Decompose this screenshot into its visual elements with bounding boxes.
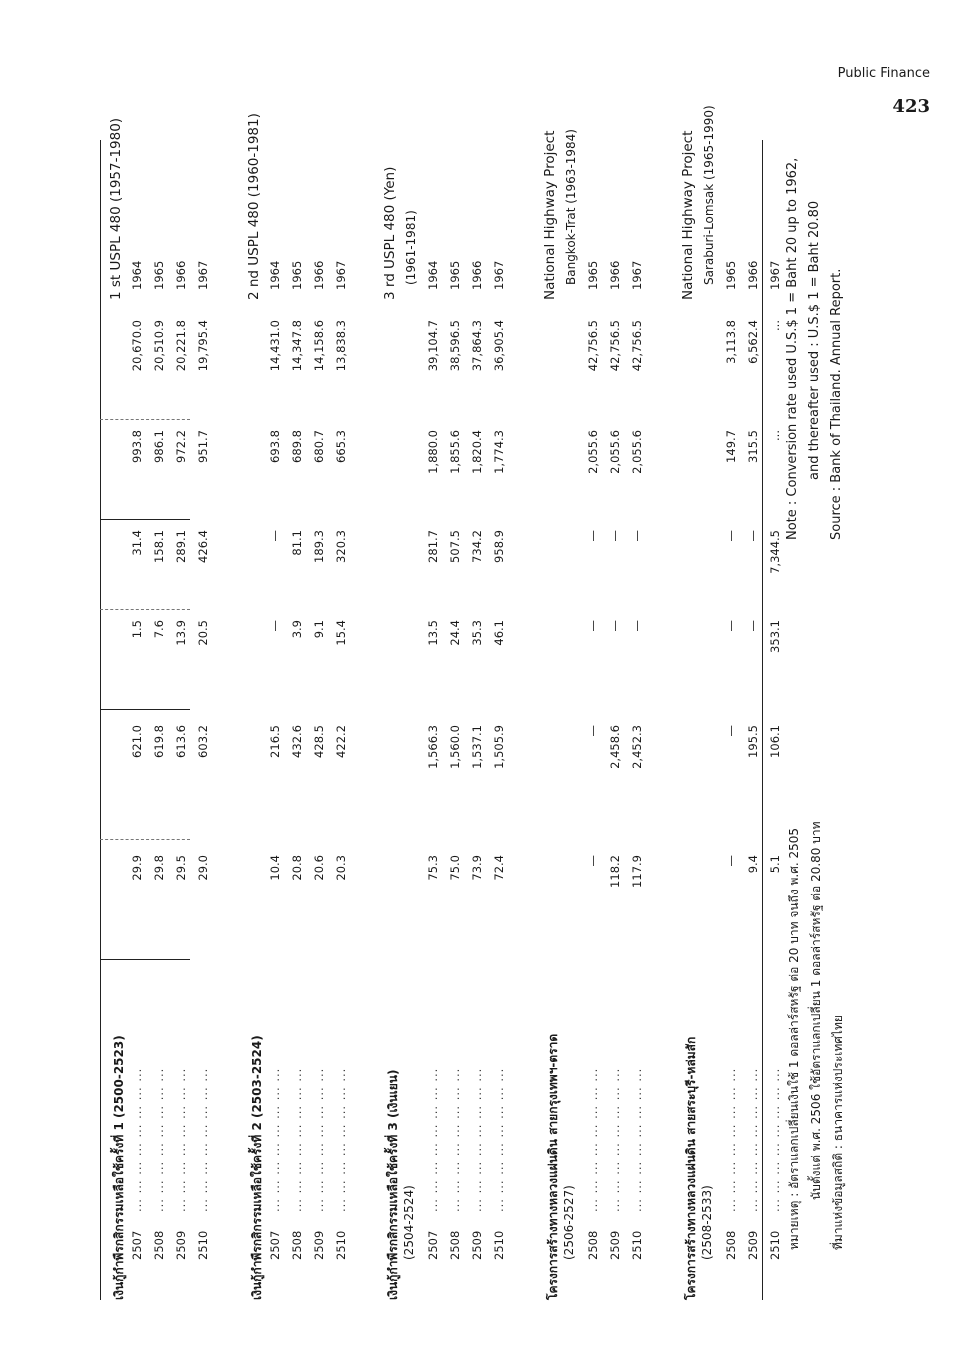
row-year-be: 2508 [290,1230,304,1260]
table-cell: 216.5 [268,725,282,758]
row-year-be: 2507 [130,1230,144,1260]
table-cell: 320.3 [334,530,348,563]
row-year-be: 2508 [448,1230,462,1260]
table-cell: 621.0 [130,725,144,758]
table-cell: 75.0 [448,855,462,881]
table-cell: 117.9 [630,855,644,888]
table-cell: 1,855.6 [448,430,462,474]
table-cell: 9.4 [746,855,760,874]
group-english-title: 3 rd USPL 480 (Yen) [382,166,398,300]
table-cell: 1,537.1 [470,725,484,769]
table-cell: 1,880.0 [426,430,440,474]
group-thai-subtitle: (2504-2524) [402,1185,416,1260]
group-thai-title: เงินกู้กำพืรกสิกรรมเหลือใช้ครั้งที่ 1 (2500-2523) [112,1035,126,1300]
group-thai-subtitle: (2508-2533) [700,1185,714,1260]
row-year-ad: 1964 [130,260,144,290]
table-cell: 13.5 [426,620,440,646]
group-thai-title: เงินกู้กำพืรกสิกรรมเหลือใช้ครั้งที่ 3 (เงินเยน) [386,1069,400,1300]
row-year-ad: 1964 [268,260,282,290]
leader-dots: ... ... ... ... ... ... ... ... [448,1067,462,1212]
table-cell: 6,562.4 [746,320,760,364]
table-cell: 428.5 [312,725,326,758]
table-cell: 281.7 [426,530,440,563]
table-cell: 15.4 [334,620,348,646]
leader-dots: ... ... ... ... ... ... ... ... [312,1067,326,1212]
table-cell: 10.4 [268,855,282,881]
page-number: 423 [892,96,930,117]
row-year-ad: 1965 [724,260,738,290]
row-year-be: 2507 [268,1230,282,1260]
row-year-be: 2510 [196,1230,210,1260]
thai-footnote-1: หมายเหตุ : อัตราแลกเปลี่ยนเงินใช้ 1 ดอลล่าร์สหรัฐ ต่อ 20 บาท จนถึง พ.ศ. 2505 [787,827,801,1250]
table-cell: — [586,530,600,542]
table-cell: 993.8 [130,430,144,463]
leader-dots: ... ... ... ... ... ... ... ... [470,1067,484,1212]
table-cell: 986.1 [152,430,166,463]
table-cell: — [608,530,622,542]
table-cell: 613.6 [174,725,188,758]
table-cell: 14,431.0 [268,320,282,372]
table-cell: 1,774.3 [492,430,506,474]
table-cell: 73.9 [470,855,484,881]
group-thai-title: โครงการสร้างทางหลวงแผ่นดิน สายสระบุรี-หล่มสัก [684,1036,698,1300]
table-cell: 37,864.3 [470,320,484,372]
row-year-ad: 1965 [152,260,166,290]
table-cell: 29.8 [152,855,166,881]
table-cell: 20,670.0 [130,320,144,372]
row-year-be: 2509 [174,1230,188,1260]
table-cell: 426.4 [196,530,210,563]
english-source: Source : Bank of Thailand. Annual Report. [829,268,844,540]
table-top-rule [100,140,101,1300]
leader-dots: ... ... ... ... ... ... ... ... [746,1067,760,1212]
table-cell: 353.1 [768,620,782,653]
group-english-subtitle: Saraburi-Lomsak (1965-1990) [702,105,716,285]
table-cell: 42,756.5 [630,320,644,372]
table-cell: 118.2 [608,855,622,888]
table-bottom-rule [762,140,763,1300]
table-cell: — [724,855,738,867]
header-title: Public Finance [837,66,930,81]
table-cell: 20.3 [334,855,348,881]
table-cell: 20,510.9 [152,320,166,372]
row-year-ad: 1964 [426,260,440,290]
rotated-table [60,105,860,1300]
table-cell: 20.6 [312,855,326,881]
table-cell: — [746,530,760,542]
thai-source: ที่มาแห่งข้อมูลสถิติ : ธนาคารแห่งประเทศไทย [831,1015,845,1250]
table-cell: 20,221.8 [174,320,188,372]
table-cell: 2,452.3 [630,725,644,769]
table-cell: 24.4 [448,620,462,646]
table-cell: — [746,620,760,632]
row-year-ad: 1966 [470,260,484,290]
table-cell: 189.3 [312,530,326,563]
table-cell: 7,344.5 [768,530,782,574]
table-cell: 13.9 [174,620,188,646]
row-year-be: 2509 [470,1230,484,1260]
row-year-ad: 1967 [196,260,210,290]
table-cell: 36,905.4 [492,320,506,372]
row-year-be: 2510 [768,1230,782,1260]
leader-dots: ... ... ... ... ... ... ... ... [492,1067,506,1212]
group-thai-title: เงินกู้กำพืรกสิกรรมเหลือใช้ครั้งที่ 2 (2503-2524) [250,1035,264,1300]
table-cell: 29.0 [196,855,210,881]
table-cell: 29.5 [174,855,188,881]
leader-dots: ... ... ... ... ... ... ... ... [586,1067,600,1212]
leader-dots: ... ... ... ... ... ... ... ... [268,1067,282,1212]
thai-footnote-2: นับตั้งแต่ พ.ศ. 2506 ใช้อัตราแลกเปลี่ยน 1 ดอลล่าร์สหรัฐ ต่อ 20.80 บาท [809,821,823,1200]
table-cell: — [608,620,622,632]
table-cell: 75.3 [426,855,440,881]
table-cell: — [268,620,282,632]
table-cell: 1.5 [130,620,144,639]
table-cell: 432.6 [290,725,304,758]
table-cell: 958.9 [492,530,506,563]
table-cell: 680.7 [312,430,326,463]
row-year-be: 2510 [630,1230,644,1260]
table-cell: 603.2 [196,725,210,758]
row-year-ad: 1965 [448,260,462,290]
table-cell: 19,795.4 [196,320,210,372]
table-cell: 619.8 [152,725,166,758]
table-cell: 14,158.6 [312,320,326,372]
group-english-subtitle: Bangkok-Trat (1963-1984) [564,129,578,285]
table-cell: 2,055.6 [586,430,600,474]
row-year-be: 2508 [152,1230,166,1260]
table-cell: 289.1 [174,530,188,563]
group-english-subtitle: (1961-1981) [404,210,418,285]
column-divider [100,709,190,710]
table-cell: 42,756.5 [608,320,622,372]
row-year-be: 2510 [334,1230,348,1260]
table-cell: 3,113.8 [724,320,738,364]
table-cell: 149.7 [724,430,738,463]
table-cell: 42,756.5 [586,320,600,372]
table-cell: 972.2 [174,430,188,463]
column-divider-dashed [100,419,190,420]
table-cell: 46.1 [492,620,506,646]
column-divider-dashed [100,609,190,610]
leader-dots: ... ... ... ... ... ... ... ... [768,1067,782,1212]
table-cell: — [724,620,738,632]
row-year-ad: 1966 [312,260,326,290]
row-year-be: 2508 [586,1230,600,1260]
table-cell: 734.2 [470,530,484,563]
table-cell: 29.9 [130,855,144,881]
group-english-title: 2 nd USPL 480 (1960-1981) [246,113,262,300]
english-footnote-2: and thereafter used : U.S.$ 1 = Baht 20.80 [807,200,822,480]
table-cell: 1,560.0 [448,725,462,769]
group-thai-title: โครงการสร้างทางหลวงแผ่นดิน สายกรุงเทพฯ-ตราด [546,1033,560,1300]
table-cell: 20.8 [290,855,304,881]
row-year-ad: 1967 [334,260,348,290]
column-divider [100,959,190,960]
table-cell: 39,104.7 [426,320,440,372]
table-cell: 20.5 [196,620,210,646]
table-cell: 951.7 [196,430,210,463]
table-cell: 81.1 [290,530,304,556]
english-footnote-1: Note : Conversion rate used U.S.$ 1 = Baht 20 up to 1962, [785,157,800,540]
group-english-title: 1 st USPL 480 (1957-1980) [108,117,124,300]
table-cell: 315.5 [746,430,760,463]
row-year-ad: 1967 [768,260,782,290]
table-cell: — [268,530,282,542]
leader-dots: ... ... ... ... ... ... ... ... [724,1067,738,1212]
table-cell: 2,055.6 [630,430,644,474]
table-cell: 72.4 [492,855,506,881]
row-year-ad: 1966 [746,260,760,290]
table-cell: 665.3 [334,430,348,463]
table-cell: ... [768,430,782,441]
row-year-ad: 1966 [174,260,188,290]
table-cell: 693.8 [268,430,282,463]
table-cell: ... [768,320,782,331]
leader-dots: ... ... ... ... ... ... ... ... [334,1067,348,1212]
table-cell: 422.2 [334,725,348,758]
table-cell: 13,838.3 [334,320,348,372]
row-year-ad: 1967 [630,260,644,290]
table-cell: — [586,855,600,867]
table-cell: — [586,725,600,737]
column-divider-dashed [100,839,190,840]
table-cell: 1,505.9 [492,725,506,769]
leader-dots: ... ... ... ... ... ... ... ... [426,1067,440,1212]
row-year-be: 2509 [746,1230,760,1260]
leader-dots: ... ... ... ... ... ... ... ... [174,1067,188,1212]
leader-dots: ... ... ... ... ... ... ... ... [130,1067,144,1212]
table-cell: 1,566.3 [426,725,440,769]
group-english-title: National Highway Project [680,130,696,300]
table-cell: — [630,620,644,632]
table-cell: 3.9 [290,620,304,639]
row-year-ad: 1967 [492,260,506,290]
row-year-be: 2509 [312,1230,326,1260]
table-cell: 9.1 [312,620,326,639]
column-divider [100,519,190,520]
table-cell: — [586,620,600,632]
row-year-ad: 1966 [608,260,622,290]
table-cell: 14,347.8 [290,320,304,372]
row-year-be: 2509 [608,1230,622,1260]
group-english-title: National Highway Project [542,130,558,300]
table-cell: — [724,725,738,737]
leader-dots: ... ... ... ... ... ... ... ... [608,1067,622,1212]
table-cell: 7.6 [152,620,166,639]
row-year-be: 2507 [426,1230,440,1260]
table-cell: — [630,530,644,542]
table-cell: 507.5 [448,530,462,563]
leader-dots: ... ... ... ... ... ... ... ... [196,1067,210,1212]
leader-dots: ... ... ... ... ... ... ... ... [630,1067,644,1212]
row-year-ad: 1965 [290,260,304,290]
table-cell: 1,820.4 [470,430,484,474]
table-cell: 31.4 [130,530,144,556]
group-thai-subtitle: (2506-2527) [562,1185,576,1260]
table-cell: 38,596.5 [448,320,462,372]
table-cell: 195.5 [746,725,760,758]
row-year-be: 2510 [492,1230,506,1260]
table-cell: 106.1 [768,725,782,758]
row-year-be: 2508 [724,1230,738,1260]
table-cell: 2,055.6 [608,430,622,474]
table-cell: 5.1 [768,855,782,874]
leader-dots: ... ... ... ... ... ... ... ... [290,1067,304,1212]
table-cell: 35.3 [470,620,484,646]
table-cell: — [724,530,738,542]
row-year-ad: 1965 [586,260,600,290]
table-cell: 689.8 [290,430,304,463]
leader-dots: ... ... ... ... ... ... ... ... [152,1067,166,1212]
table-cell: 158.1 [152,530,166,563]
table-cell: 2,458.6 [608,725,622,769]
